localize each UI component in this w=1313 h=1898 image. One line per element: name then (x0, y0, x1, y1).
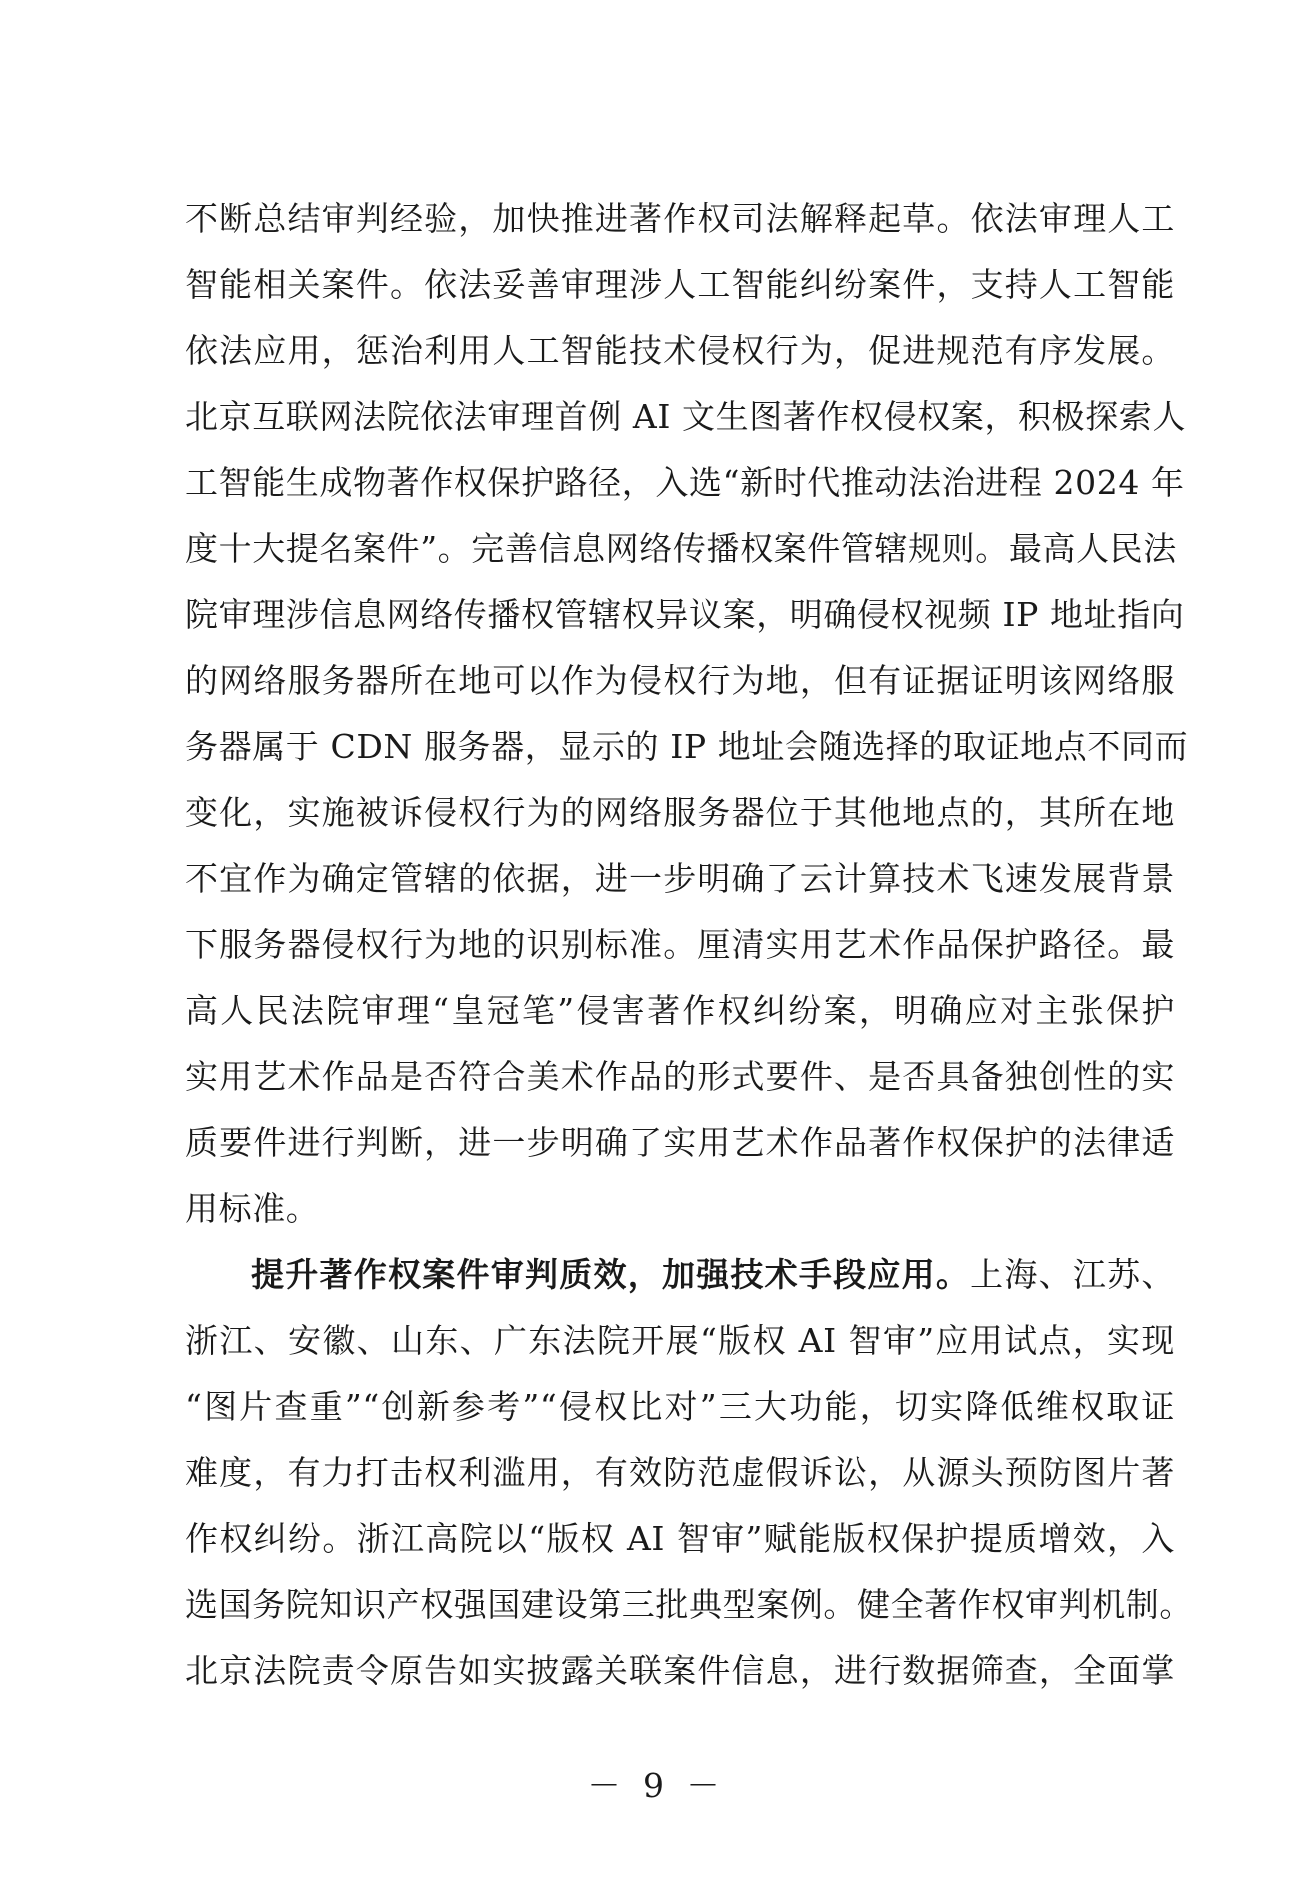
paragraph-2-heading: 提升著作权案件审判质效，加强技术手段应用。 (251, 1255, 971, 1294)
paragraph-1-line: 质要件进行判断，进一步明确了实用艺术作品著作权保护的法律适 (185, 1123, 1175, 1162)
paragraph-1-line: 下服务器侵权行为地的识别标准。厘清实用艺术作品保护路径。最 (185, 925, 1175, 964)
paragraph-1-line: 不断总结审判经验，加快推进著作权司法解释起草。依法审理人工 (185, 199, 1175, 238)
paragraph-2-line: 选国务院知识产权强国建设第三批典型案例。健全著作权审判机制。 (185, 1585, 1193, 1624)
paragraph-2-first-line-text: 上海、江苏、 (970, 1255, 1175, 1294)
paragraph-1-line: 院审理涉信息网络传播权管辖权异议案，明确侵权视频 IP 地址指向 (185, 595, 1185, 634)
paragraph-1-line: 务器属于 CDN 服务器，显示的 IP 地址会随选择的取证地点不同而 (185, 727, 1189, 766)
paragraph-1-line: 高人民法院审理“皇冠笔”侵害著作权纠纷案，明确应对主张保护 (185, 991, 1175, 1030)
paragraph-2-line: 难度，有力打击权利滥用，有效防范虚假诉讼，从源头预防图片著 (185, 1453, 1175, 1492)
paragraph-1-line: 工智能生成物著作权保护路径，入选“新时代推动法治进程 2024 年 (185, 463, 1185, 502)
paragraph-1-line: 用标准。 (185, 1189, 320, 1228)
paragraph-1-line: 依法应用，惩治利用人工智能技术侵权行为，促进规范有序发展。 (185, 331, 1175, 370)
paragraph-1-line: 不宜作为确定管辖的依据，进一步明确了云计算技术飞速发展背景 (185, 859, 1175, 898)
paragraph-1-line: 变化，实施被诉侵权行为的网络服务器位于其他地点的，其所在地 (185, 793, 1175, 832)
paragraph-2-line: 作权纠纷。浙江高院以“版权 AI 智审”赋能版权保护提质增效，入 (185, 1519, 1175, 1558)
page-number: － 9 － (587, 1766, 726, 1805)
paragraph-1-line: 实用艺术作品是否符合美术作品的形式要件、是否具备独创性的实 (185, 1057, 1175, 1096)
paragraph-2-line: “图片查重”“创新参考”“侵权比对”三大功能，切实降低维权取证 (185, 1387, 1175, 1426)
paragraph-2-line: 浙江、安徽、山东、广东法院开展“版权 AI 智审”应用试点，实现 (185, 1321, 1175, 1360)
paragraph-1-line: 的网络服务器所在地可以作为侵权行为地，但有证据证明该网络服 (185, 661, 1175, 700)
paragraph-1-line: 度十大提名案件”。完善信息网络传播权案件管辖规则。最高人民法 (185, 529, 1177, 568)
paragraph-1-line: 北京互联网法院依法审理首例 AI 文生图著作权侵权案，积极探索人 (185, 397, 1187, 436)
paragraph-2-line: 北京法院责令原告如实披露关联案件信息，进行数据筛查，全面掌 (185, 1651, 1175, 1690)
paragraph-1-line: 智能相关案件。依法妥善审理涉人工智能纠纷案件，支持人工智能 (185, 265, 1175, 304)
paragraph-2-first-line (251, 1242, 1175, 1308)
